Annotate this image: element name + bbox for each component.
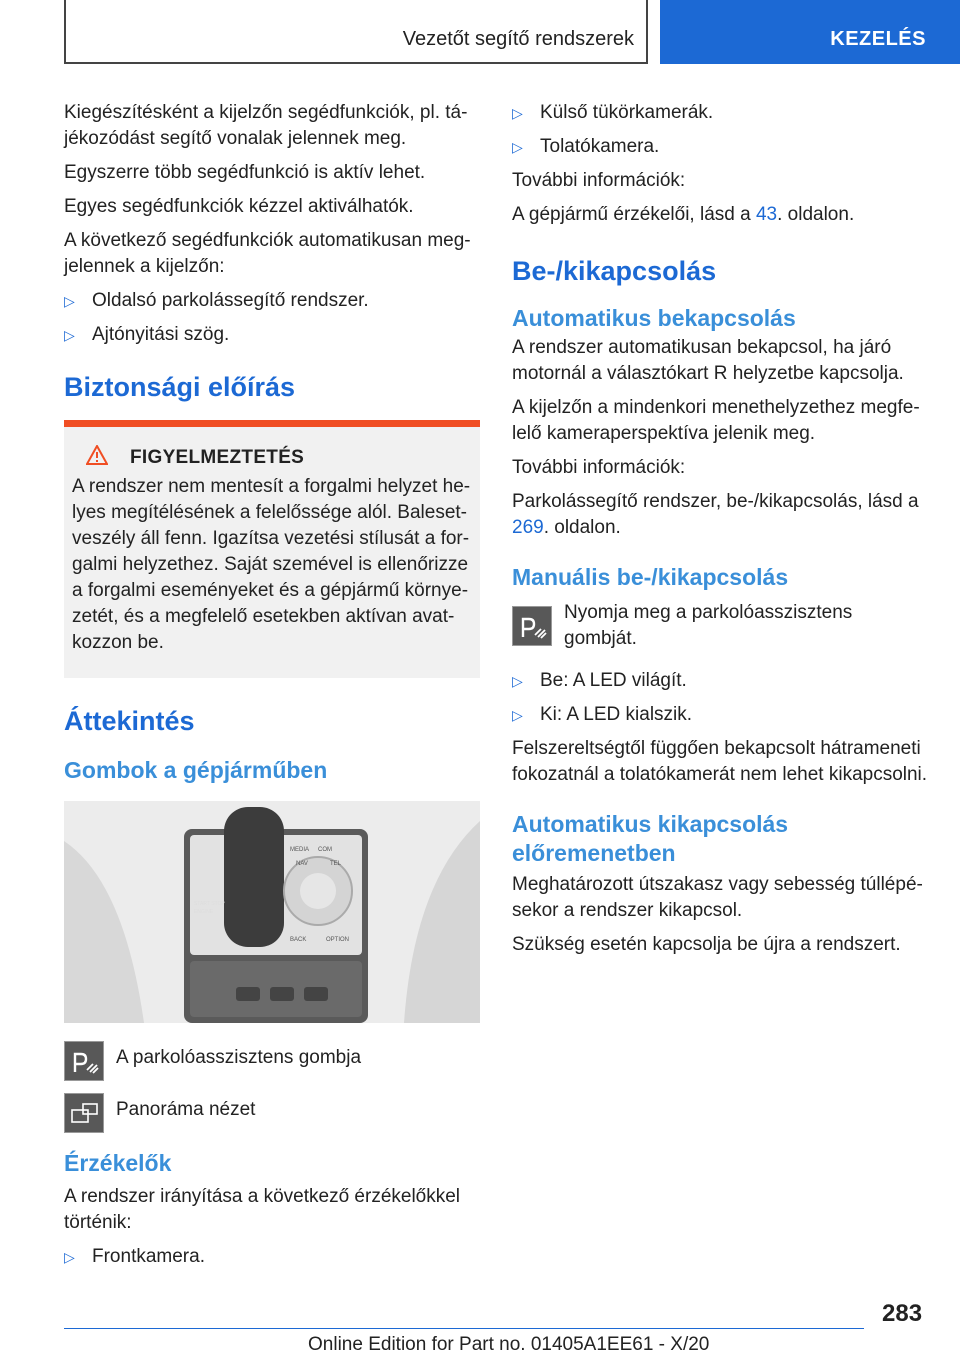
header-section-box	[64, 0, 648, 64]
warning-triangle-icon	[86, 445, 108, 470]
list-item	[64, 288, 480, 314]
heading-manual: Manuális be-/kikapcsolás	[512, 564, 789, 590]
paragraph: A következő segédfunkciók automatikusan meg-jelennek a kijelzőn:	[64, 230, 471, 277]
paragraph: Felszereltségtől függően bekapcsolt hátrameneti fokozatnál a tolatókamerát nem lehet kikapcsolni.	[512, 738, 928, 785]
heading-buttons: Gombok a gépjárműben	[64, 757, 328, 783]
heading-onoff: Be-/kikapcsolás	[512, 256, 717, 286]
ref-text: A gépjármű érzékelői, lásd a	[512, 204, 756, 225]
left-column	[64, 100, 480, 1278]
icon-legend-row	[64, 1093, 480, 1133]
console-photo	[64, 801, 480, 1023]
warning-title: FIGYELMEZTETÉS	[130, 446, 305, 468]
bullet-triangle-icon: ▷	[64, 327, 75, 343]
ref-text: . oldalon.	[543, 517, 621, 538]
list-item-text: Frontkamera.	[92, 1246, 205, 1267]
list-item	[512, 134, 928, 160]
paragraph: További információk:	[512, 457, 686, 478]
photo-label: OPTION	[326, 937, 350, 943]
icon-legend-row	[64, 1041, 480, 1081]
bullet-triangle-icon: ▷	[64, 1249, 75, 1265]
list-item-text: Ki: A LED kialszik.	[540, 704, 693, 725]
icon-label: Panoráma nézet	[116, 1099, 256, 1120]
section-title: Vezetőt segítő rendszerek	[402, 28, 634, 50]
heading-sensors: Érzékelők	[64, 1150, 172, 1176]
list-item-text: Be: A LED világít.	[540, 670, 687, 691]
paragraph: Szükség esetén kapcsolja be újra a rendszert.	[512, 934, 901, 955]
heading-auto-off: Automatikus kikapcsolás előremenetben	[512, 811, 789, 866]
photo-label: MEDIA	[290, 847, 310, 853]
list-item	[64, 1244, 480, 1270]
list-item	[64, 322, 480, 348]
list-item-text: Oldalsó parkolássegítő rendszer.	[92, 290, 369, 311]
photo-label: START STOP	[194, 901, 225, 907]
bullet-triangle-icon: ▷	[64, 293, 75, 309]
warning-text: A rendszer nem mentesít a forgalmi helyzet he-lyes megítélésének a felelőssége alól. Baleset-veszély áll fenn. Igazítsa vezetési stílusát a for-galmi helyzethez. Saját szemével is ellenőrizze a forgalmi eseményeket és a gépjármű környe-zetét, és a megfelelő esetekben aktívan avat-kozzon be.	[72, 476, 471, 653]
cross-reference	[512, 202, 928, 228]
heading-overview: Áttekintés	[64, 706, 195, 736]
header-tab[interactable]	[660, 0, 960, 64]
footer-rule	[64, 1328, 864, 1329]
paragraph: Nyomja meg a parkolóasszisztens gombját.	[564, 602, 853, 649]
page-number: 283	[882, 1300, 923, 1327]
list-item-text: Ajtónyitási szög.	[92, 324, 230, 345]
heading-auto-on: Automatikus bekapcsolás	[512, 305, 796, 331]
edition-text: Online Edition for Part no. 01405A1EE61 - X/20	[308, 1334, 710, 1355]
icon-legend-row	[512, 602, 928, 652]
right-column	[512, 100, 928, 966]
bullet-triangle-icon: ▷	[512, 673, 523, 689]
photo-label: NAV	[296, 861, 308, 867]
ref-text: Parkolássegítő rendszer, be-/kikapcsolás, lásd a	[512, 491, 919, 512]
cross-reference	[512, 489, 928, 541]
page-link[interactable]: 269	[512, 517, 544, 538]
icon-label: A parkolóasszisztens gombja	[116, 1047, 362, 1068]
photo-label: BACK	[290, 937, 307, 943]
photo-label: ENGINE	[194, 909, 214, 915]
photo-label: TEL	[330, 861, 342, 867]
ref-text: . oldalon.	[777, 204, 855, 225]
paragraph: A kijelzőn a mindenkori menethelyzethez megfe-lelő kameraperspektíva jelenik meg.	[512, 397, 920, 444]
paragraph: Egyszerre több segédfunkció is aktív lehet.	[64, 162, 426, 183]
paragraph: A rendszer automatikusan bekapcsol, ha járó motornál a választókart R helyzetbe kapcsolja.	[512, 337, 904, 384]
paragraph: További információk:	[512, 170, 686, 191]
list-item	[512, 702, 928, 728]
list-item-text: Külső tükörkamerák.	[540, 102, 714, 123]
heading-safety: Biztonsági előírás	[64, 372, 296, 402]
warning-rule	[64, 420, 480, 427]
paragraph: Egyes segédfunkciók kézzel aktiválhatók.	[64, 196, 414, 217]
bullet-triangle-icon: ▷	[512, 105, 523, 121]
page-link[interactable]: 43	[755, 204, 778, 225]
paragraph: Meghatározott útszakasz vagy sebesség túllépé-sekor a rendszer kikapcsol.	[512, 874, 923, 921]
list-item	[512, 100, 928, 126]
warning-box	[64, 427, 480, 678]
tab-label: KEZELÉS	[830, 28, 926, 50]
panorama-view-icon	[64, 1093, 104, 1133]
paragraph: Kiegészítésként a kijelzőn segédfunkciók, pl. tá-jékozódást segítő vonalak jelennek meg.	[64, 102, 468, 149]
park-assist-icon	[512, 606, 552, 646]
list-item	[512, 668, 928, 694]
bullet-triangle-icon: ▷	[512, 707, 523, 723]
photo-label: COM	[318, 847, 332, 853]
warning-header	[72, 445, 472, 470]
bullet-triangle-icon: ▷	[512, 139, 523, 155]
park-assist-icon	[64, 1041, 104, 1081]
list-item-text: Tolatókamera.	[540, 136, 660, 157]
paragraph: A rendszer irányítása a következő érzékelőkkel történik:	[64, 1186, 461, 1233]
